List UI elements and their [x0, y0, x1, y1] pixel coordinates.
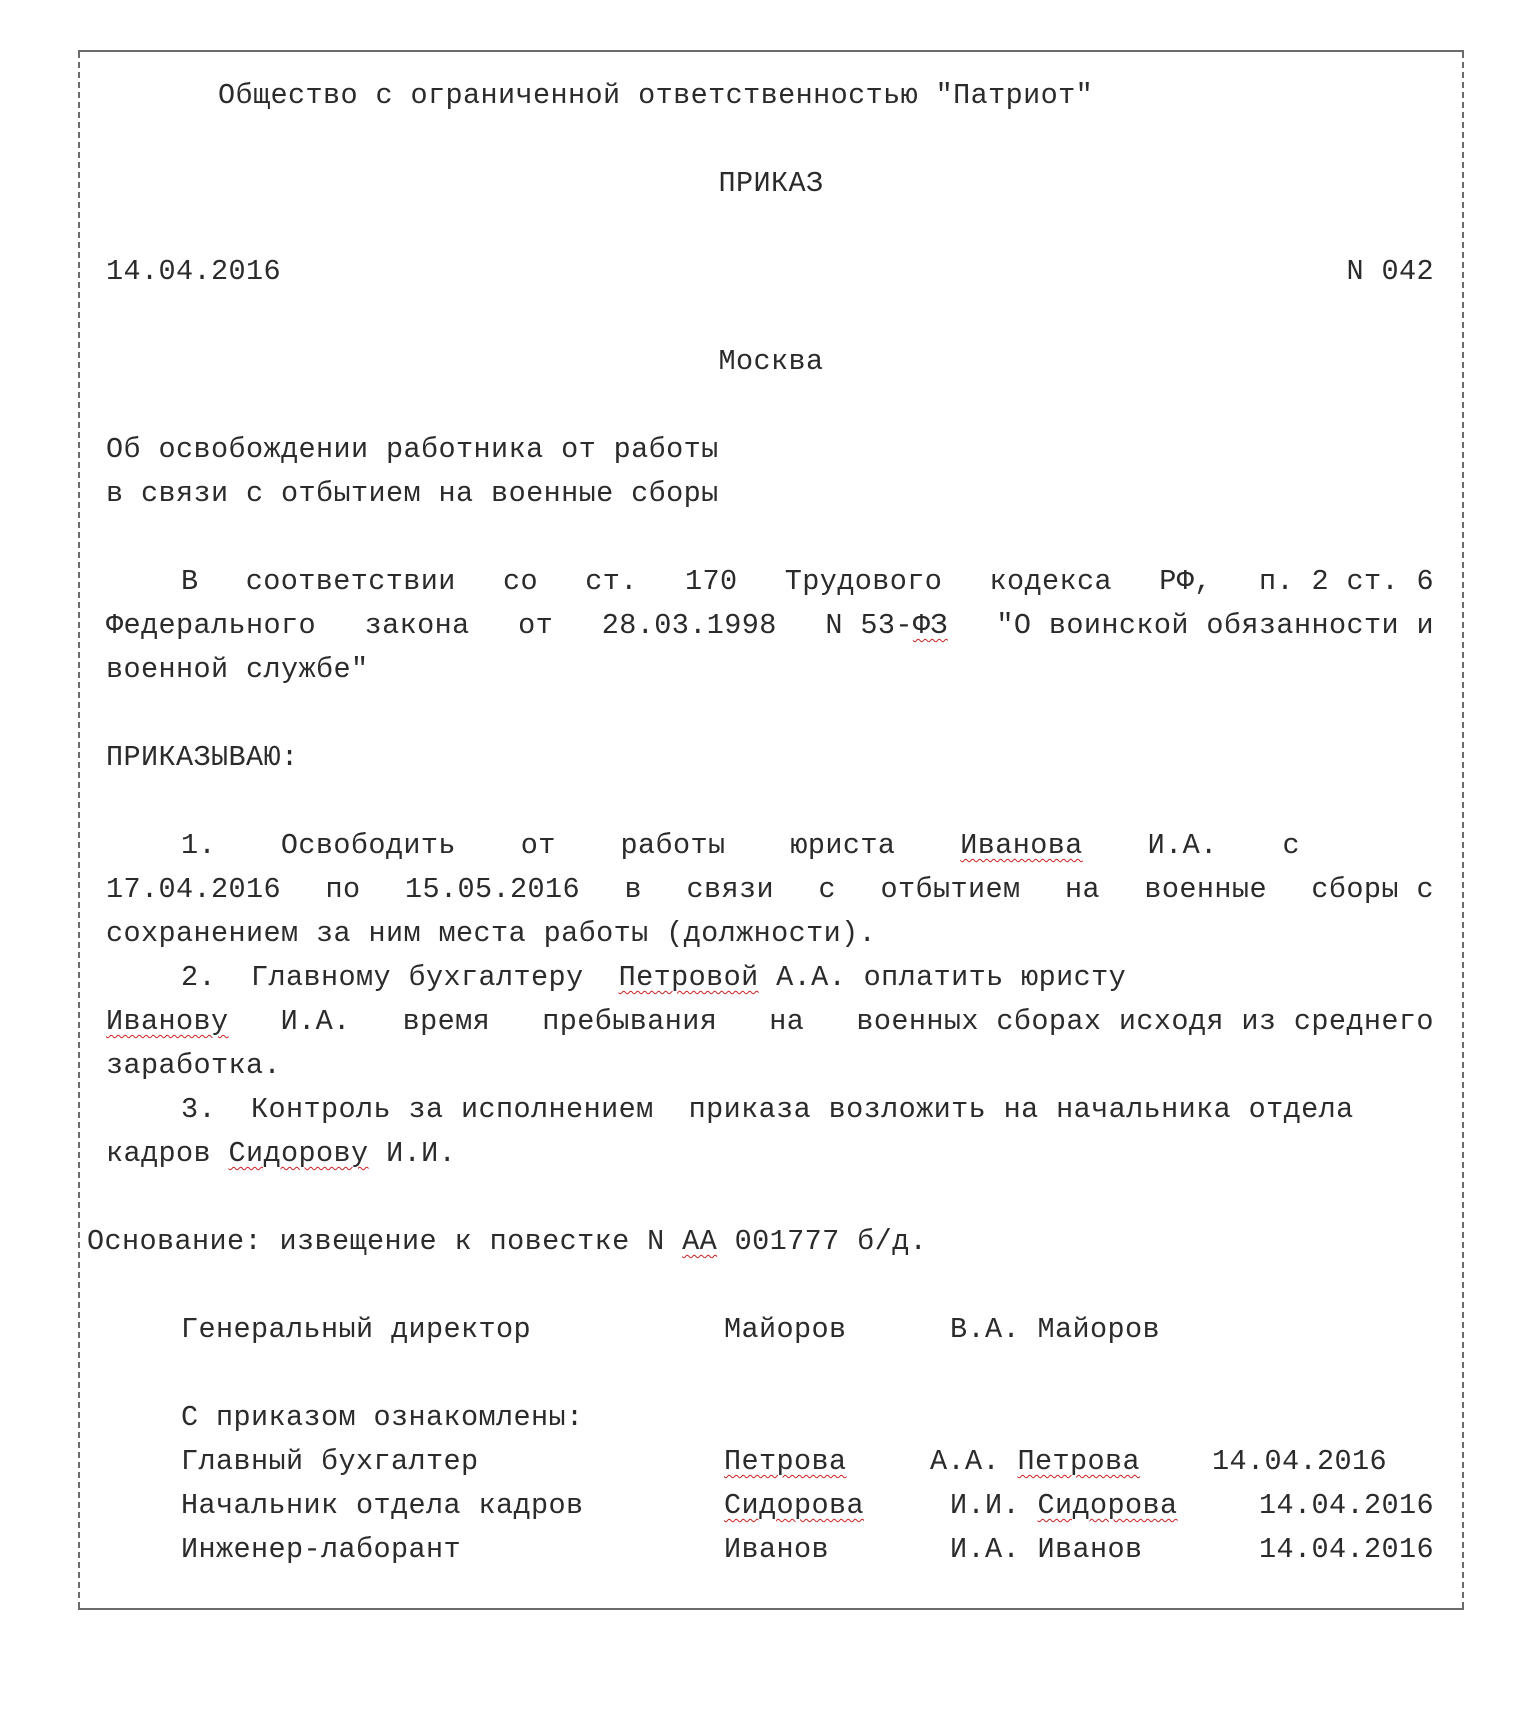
acquainted-signature: Петрова — [724, 1445, 847, 1478]
acquainted-position: Инженер-лаборант — [181, 1533, 462, 1566]
word: со — [503, 565, 539, 598]
basis-line — [87, 1220, 927, 1264]
word: с — [818, 873, 836, 906]
spellcheck-word: Иванова — [960, 829, 1083, 862]
director-position: Генеральный директор — [181, 1313, 532, 1346]
item-3-line-1: 3. Контроль за исполнением приказа возложить на начальника отдела — [181, 1093, 1354, 1126]
word: Трудового — [784, 565, 943, 598]
preamble-line-3: военной службе" — [106, 653, 369, 686]
acquainted-name — [930, 1440, 1140, 1484]
word: с — [1282, 829, 1300, 862]
order-document — [78, 50, 1464, 1606]
preamble-line-1 — [181, 560, 1434, 604]
word: "О воинской обязанности и — [996, 609, 1434, 642]
acquainted-title: С приказом ознакомлены: — [181, 1401, 584, 1434]
law-number-prefix: N 53- — [825, 609, 913, 642]
text-fragment: 2. Главному бухгалтеру — [181, 961, 619, 994]
word: 15.05.2016 — [404, 873, 581, 906]
surname: Иванов — [1037, 1533, 1143, 1566]
subject-line-1: Об освобождении работника от работы — [106, 433, 719, 466]
acquainted-position: Начальник отдела кадров — [181, 1489, 584, 1522]
acquainted-date: 14.04.2016 — [1258, 1489, 1434, 1522]
city: Москва — [718, 345, 824, 378]
word: связи — [686, 873, 774, 906]
word: военные — [1144, 873, 1267, 906]
text-fragment: И.И. — [368, 1137, 457, 1170]
word: отбытием — [880, 873, 1021, 906]
spellcheck-word: Сидорову — [228, 1137, 369, 1170]
word: пребывания — [542, 1005, 718, 1038]
word: по — [325, 873, 361, 906]
order-date: 14.04.2016 — [106, 255, 282, 288]
text-fragment: кадров — [106, 1137, 229, 1170]
spellcheck-word: Петрова — [1017, 1445, 1141, 1478]
acquainted-date: 14.04.2016 — [1212, 1445, 1388, 1478]
spellcheck-word: Иванову — [106, 1005, 229, 1038]
acquainted-signature: Иванов — [724, 1533, 830, 1566]
word: на — [1064, 873, 1100, 906]
word: 28.03.1998 — [601, 609, 777, 642]
order-word: ПРИКАЗЫВАЮ: — [106, 741, 299, 774]
word: 17.04.2016 — [106, 873, 282, 906]
item-1-line-2 — [106, 868, 1434, 912]
word: ст. — [585, 565, 638, 598]
word: сборы с — [1311, 873, 1434, 906]
word: время — [402, 1005, 491, 1038]
acquainted-position: Главный бухгалтер — [181, 1445, 479, 1478]
initials: И.А. — [950, 1533, 1021, 1566]
text-fragment: А.А. оплатить юристу — [758, 961, 1127, 994]
word: от — [518, 609, 554, 642]
word: п. 2 ст. 6 — [1258, 565, 1434, 598]
law-number — [825, 604, 948, 648]
word: кодекса — [989, 565, 1112, 598]
item-1-line-3: сохранением за ним места работы (должности). — [106, 917, 877, 950]
director-name: В.А. Майоров — [950, 1313, 1161, 1346]
acquainted-signature: Сидорова — [724, 1489, 865, 1522]
initials: И.И. — [950, 1489, 1021, 1522]
spellcheck-word: ФЗ — [912, 609, 948, 642]
item-1-line-1 — [181, 824, 1300, 868]
preamble-line-2 — [106, 604, 1434, 648]
item-2-line-2 — [106, 1000, 1434, 1044]
word: юриста — [790, 829, 896, 862]
item-2-line-3: заработка. — [106, 1049, 282, 1082]
director-signature: Майоров — [724, 1313, 847, 1346]
item-2-line-1 — [181, 956, 1126, 1000]
word: в — [624, 873, 642, 906]
word: Освободить — [280, 829, 456, 862]
text-fragment: Основание: извещение к повестке N — [87, 1225, 683, 1258]
word: 1. — [181, 829, 217, 862]
word: И.А. — [1147, 829, 1218, 862]
word: работы — [620, 829, 726, 862]
order-number: N 042 — [1346, 255, 1434, 288]
word: от — [520, 829, 556, 862]
word: И.А. — [280, 1005, 351, 1038]
spellcheck-word: Сидорова — [1037, 1489, 1178, 1522]
word: В — [181, 565, 199, 598]
organization-name: Общество с ограниченной ответственностью "Патриот" — [218, 79, 1094, 112]
word: РФ, — [1159, 565, 1212, 598]
acquainted-name — [950, 1528, 1143, 1572]
spellcheck-word: Петровой — [618, 961, 759, 994]
subject-line-2: в связи с отбытием на военные сборы — [106, 477, 719, 510]
word: Федерального — [106, 609, 317, 642]
word: закона — [364, 609, 470, 642]
word: 170 — [684, 565, 738, 598]
spellcheck-word: АА — [682, 1225, 718, 1258]
word: на — [769, 1005, 805, 1038]
acquainted-name — [950, 1484, 1178, 1528]
acquainted-date: 14.04.2016 — [1258, 1533, 1434, 1566]
document-type: ПРИКАЗ — [718, 167, 824, 200]
text-fragment: 001777 б/д. — [717, 1225, 928, 1258]
initials: А.А. — [930, 1445, 1001, 1478]
word: соответствии — [245, 565, 456, 598]
word: военных сборах исходя из среднего — [856, 1005, 1434, 1038]
item-3-line-2 — [106, 1132, 456, 1176]
